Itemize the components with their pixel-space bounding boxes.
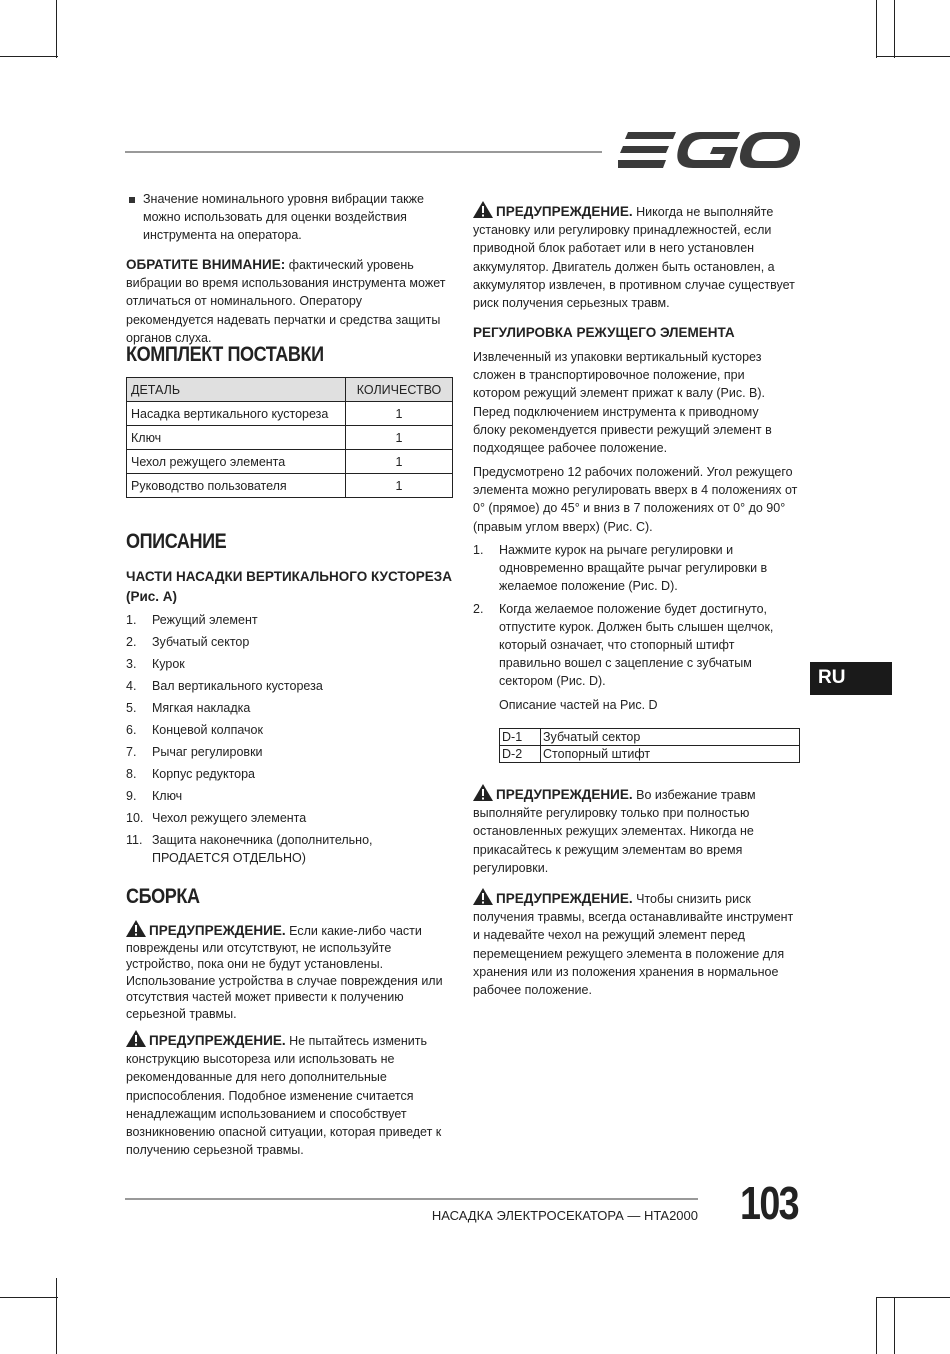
part-label: Ключ: [152, 789, 183, 803]
assembly-warning-2: [126, 1030, 448, 1159]
language-tab: [810, 662, 892, 695]
warning-label: ПРЕДУПРЕЖДЕНИЕ.: [149, 1033, 286, 1048]
part-label: Чехол режущего элемента: [152, 811, 307, 825]
kit-cell-part: Насадка вертикального кустореза: [127, 402, 346, 426]
figure-d-key: D-2: [500, 746, 541, 763]
warning-icon: [473, 784, 493, 801]
adjust-title: РЕГУЛИРОВКА РЕЖУЩЕГО ЭЛЕМЕНТА: [473, 325, 735, 340]
part-label: Концевой колпачок: [152, 723, 263, 737]
warning-label: ПРЕДУПРЕЖДЕНИЕ.: [496, 204, 633, 219]
list-item: 2. Когда желаемое положение будет достигнуто, отпустите курок. Должен быть слышен щелчок, который означает, что стопорный штифт правильно вошел с зацепление с зубчатым сектором (Рис. D).: [473, 602, 774, 688]
ego-logo-graphic: [618, 128, 800, 172]
kit-title: КОМПЛЕКТ ПОСТАВКИ: [126, 343, 324, 366]
kit-cell-part: Чехол режущего элемента: [127, 450, 346, 474]
parts-list: [126, 611, 456, 867]
bullet-square: [129, 197, 135, 203]
kit-header-part: ДЕТАЛЬ: [127, 378, 346, 402]
table-row: [500, 746, 800, 763]
description-title: ОПИСАНИЕ: [126, 530, 227, 553]
list-item: 5. Мягкая накладка: [126, 701, 251, 715]
figure-d-table: [499, 728, 800, 763]
kit-cell-qty: 1: [346, 402, 453, 426]
warning-icon: [126, 1030, 146, 1047]
kit-cell-qty: 1: [346, 450, 453, 474]
part-label: Рычаг регулировки: [152, 745, 263, 759]
warning-icon: [473, 201, 493, 218]
part-label: Курок: [152, 657, 185, 671]
table-row: [500, 729, 800, 746]
assembly-title: СБОРКА: [126, 885, 200, 908]
header-rule: [125, 151, 602, 153]
crop-mark: [0, 1297, 58, 1298]
list-item: 1. Нажмите курок на рычаге регулировки и одновременно вращайте рычаг регулировки в желаемое положение (Рис. D).: [473, 543, 768, 593]
crop-mark: [56, 0, 57, 58]
table-row: [127, 426, 453, 450]
figure-d-label: Зубчатый сектор: [541, 729, 800, 746]
kit-cell-qty: 1: [346, 474, 453, 498]
warning-text: Никогда не выполняйте установку или регулировку принадлежностей, если приводной блок работает или в него установлен аккумулятор. Двигатель должен быть остановлен, а аккумулятор извлечен, в противном случае существует риск получения серьезных травм.: [473, 205, 795, 311]
list-item: 7. Рычаг регулировки: [126, 745, 263, 759]
warning-label: ПРЕДУПРЕЖДЕНИЕ.: [496, 891, 633, 906]
adjust-warning-1: [473, 784, 773, 877]
warning-text: Если какие-либо части повреждены или отсутствуют, не используйте устройство, пока они не будут установлены. Использование устройства в случае повреждения или отсутствия частей может привести к получению серьезной травмы.: [126, 924, 443, 1021]
kit-table: [126, 377, 453, 498]
kit-cell-qty: 1: [346, 426, 453, 450]
install-warning: [473, 201, 803, 312]
crop-mark: [876, 1297, 950, 1298]
adjust-paragraph-2: Предусмотрено 12 рабочих положений. Угол режущего элемента можно регулировать вверх в 4 положениях от 0° (прямое) до 45° и вниз в 7 положениях от 0° до 90° (правым углом вверх) (Рис. C).: [473, 465, 798, 534]
warning-text: Не пытайтесь изменить конструкцию высотореза или использовать не рекомендованные для него дополнительные приспособления. Подобное изменение считается ненадлежащим использованием и способствует возникновению опасной ситуации, которая приведет к получению серьезной травмы.: [126, 1034, 442, 1158]
list-item: 10. Чехол режущего элемента: [126, 811, 307, 825]
crop-mark: [56, 1278, 57, 1354]
kit-header-quantity: КОЛИЧЕСТВО: [346, 378, 453, 402]
language-tab-label: RU: [818, 667, 846, 688]
crop-mark: [0, 56, 58, 57]
warning-icon: [473, 888, 493, 905]
brand-logo: [618, 128, 800, 172]
part-label: Защита наконечника (дополнительно, ПРОДАЕТСЯ ОТДЕЛЬНО): [152, 833, 373, 865]
attention-note-label: ОБРАТИТЕ ВНИМАНИЕ:: [126, 257, 286, 272]
warning-label: ПРЕДУПРЕЖДЕНИЕ.: [149, 923, 286, 938]
table-row: [127, 450, 453, 474]
crop-mark: [894, 0, 895, 58]
figure-d-key: D-1: [500, 729, 541, 746]
table-row: [127, 474, 453, 498]
crop-mark: [894, 1297, 895, 1354]
warning-text: Во избежание травм выполняйте регулировку только при полностью остановленных режущих элементах. Никогда не прикасайтесь к режущим элементам во время регулировки.: [473, 788, 756, 875]
warning-icon: [126, 920, 146, 937]
attention-note-text: фактический уровень вибрации во время использования инструмента может отличаться от номинального. Оператору рекомендуется надевать перчатки и средства защиты органов слуха.: [126, 258, 446, 345]
part-label: Зубчатый сектор: [152, 635, 250, 649]
step-text: Когда желаемое положение будет достигнуто, отпустите курок. Должен быть слышен щелчок, который означает, что стопорный штифт правильно вошел с зацепление с зубчатым сектором (Рис. D).: [499, 602, 774, 688]
vibration-bullet: [127, 190, 445, 245]
warning-label: ПРЕДУПРЕЖДЕНИЕ.: [496, 787, 633, 802]
page-number: 103: [740, 1177, 799, 1229]
list-item: 4. Вал вертикального кустореза: [126, 679, 323, 693]
footer-title: НАСАДКА ЭЛЕКТРОСЕКАТОРА — HTA2000: [431, 1208, 698, 1223]
list-item: 2. Зубчатый сектор: [126, 635, 250, 649]
list-item: 1. Режущий элемент: [126, 613, 258, 627]
adjust-warning-2: [473, 888, 803, 999]
list-item: 3. Курок: [126, 657, 185, 671]
table-row: [127, 402, 453, 426]
list-item: 6. Концевой колпачок: [126, 723, 263, 737]
crop-mark: [876, 0, 877, 58]
list-item: 11. Защита наконечника (дополнительно, ПРОДАЕТСЯ ОТДЕЛЬНО): [126, 833, 373, 865]
vibration-bullet-text: Значение номинального уровня вибрации также можно использовать для оценки воздействия инструмента на оператора.: [143, 192, 424, 243]
part-label: Вал вертикального кустореза: [152, 679, 323, 693]
part-label: Корпус редуктора: [152, 767, 256, 781]
adjust-steps: [473, 541, 789, 690]
kit-cell-part: Ключ: [127, 426, 346, 450]
assembly-warning-1: [126, 920, 444, 1022]
part-label: Режущий элемент: [152, 613, 258, 627]
crop-mark: [876, 56, 950, 57]
part-label: Мягкая накладка: [152, 701, 251, 715]
list-item: 8. Корпус редуктора: [126, 767, 256, 781]
parts-title: ЧАСТИ НАСАДКИ ВЕРТИКАЛЬНОГО КУСТОРЕЗА (Рис. А): [126, 569, 452, 604]
warning-text: Чтобы снизить риск получения травмы, всегда останавливайте инструмент и надевайте чехол на режущий элемент перед перемещением режущего элемента в положение для хранения или из положения хранения в нормальное рабочее положение.: [473, 892, 794, 998]
step-text: Нажмите курок на рычаге регулировки и одновременно вращайте рычаг регулировки в желаемое положение (Рис. D).: [499, 543, 768, 593]
kit-cell-part: Руководство пользователя: [127, 474, 346, 498]
figure-d-label: Стопорный штифт: [541, 746, 800, 763]
adjust-paragraph-1: Извлеченный из упаковки вертикальный кусторез сложен в транспортировочное положение, при котором режущий элемент прижат к валу (Рис. B). Перед подключением инструмента к приводному блоку рекомендуется привести режущий элемент в подходящее рабочее положение.: [473, 350, 772, 456]
footer-rule: [125, 1198, 698, 1200]
figure-caption: Описание частей на Рис. D: [499, 698, 658, 712]
list-item: 9. Ключ: [126, 789, 183, 803]
kit-table-header: [127, 378, 453, 402]
attention-note: [126, 256, 448, 347]
crop-mark: [876, 1297, 877, 1354]
